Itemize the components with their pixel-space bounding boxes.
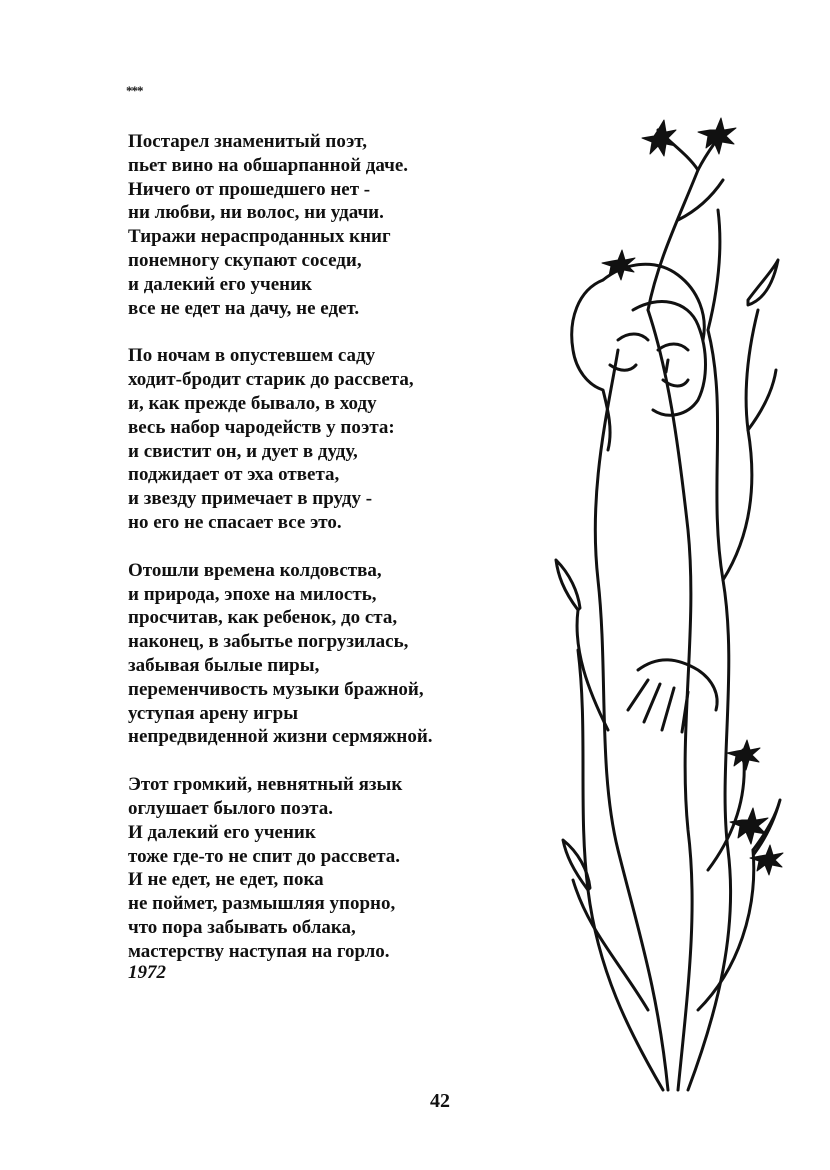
poem-line: и свистит он, и дует в дуду, [128, 440, 358, 462]
poem-line: не поймет, размышляя упорно, [128, 893, 396, 915]
poem-line: поджидает от эха ответа, [128, 464, 340, 486]
poem-line: и природа, эпохе на милость, [128, 583, 377, 605]
poem-year: 1972 [128, 962, 166, 983]
stanza-2 [128, 344, 548, 534]
poem-line: ни любви, ни волос, ни удачи. [128, 202, 384, 224]
poem-line: но его не спасает все это. [128, 511, 342, 533]
old-poet-among-plants-illustration [548, 110, 788, 1100]
poem-line: По ночам в опустевшем саду [128, 345, 376, 367]
poem-line: Ничего от прошедшего нет - [128, 178, 371, 200]
page-number: 42 [430, 1090, 450, 1112]
poem-line: наконец, в забытье погрузилась, [128, 631, 409, 653]
poem-line: И далекий его ученик [128, 821, 316, 843]
poem-line: понемногу скупают соседи, [128, 249, 362, 271]
poem-line: И не едет, не едет, пока [128, 869, 324, 891]
poem-line: мастерству наступая на горло. [128, 940, 390, 962]
poem-line: забывая былые пиры, [128, 654, 320, 676]
poem-line: и, как прежде бывало, в ходу [128, 392, 377, 414]
poem-line: все не едет на дачу, не едет. [128, 297, 360, 319]
poem-line: уступая арену игры [128, 702, 299, 724]
poem-line: и далекий его ученик [128, 273, 312, 295]
poem-line: переменчивость музыки бражной, [128, 678, 424, 700]
stanza-4 [128, 773, 548, 963]
old-poet-illustration [548, 110, 788, 1100]
poem-line: непредвиденной жизни сермяжной. [128, 726, 433, 748]
poem-line: что пора забывать облака, [128, 916, 356, 938]
poem-line: просчитав, как ребенок, до ста, [128, 607, 398, 629]
stanza-1 [128, 130, 548, 320]
poem-line: Тиражи нераспроданных книг [128, 226, 391, 248]
poem-line: ходит-бродит старик до рассвета, [128, 369, 414, 391]
poem-line: тоже где-то не спит до рассвета. [128, 845, 401, 867]
stanza-3 [128, 559, 548, 749]
poem-line: Постарел знаменитый поэт, [128, 131, 367, 152]
poem-line: оглушает былого поэта. [128, 797, 333, 819]
poem-line: весь набор чародейств у поэта: [128, 416, 395, 438]
section-marker: *** [126, 83, 143, 98]
poem-text [128, 130, 548, 988]
poem-line: Этот громкий, невнятный язык [128, 774, 403, 796]
poem-line: Отошли времена колдовства, [128, 559, 382, 581]
poem-line: и звезду примечает в пруду - [128, 488, 373, 510]
poem-line: пьет вино на обшарпанной даче. [128, 154, 409, 176]
